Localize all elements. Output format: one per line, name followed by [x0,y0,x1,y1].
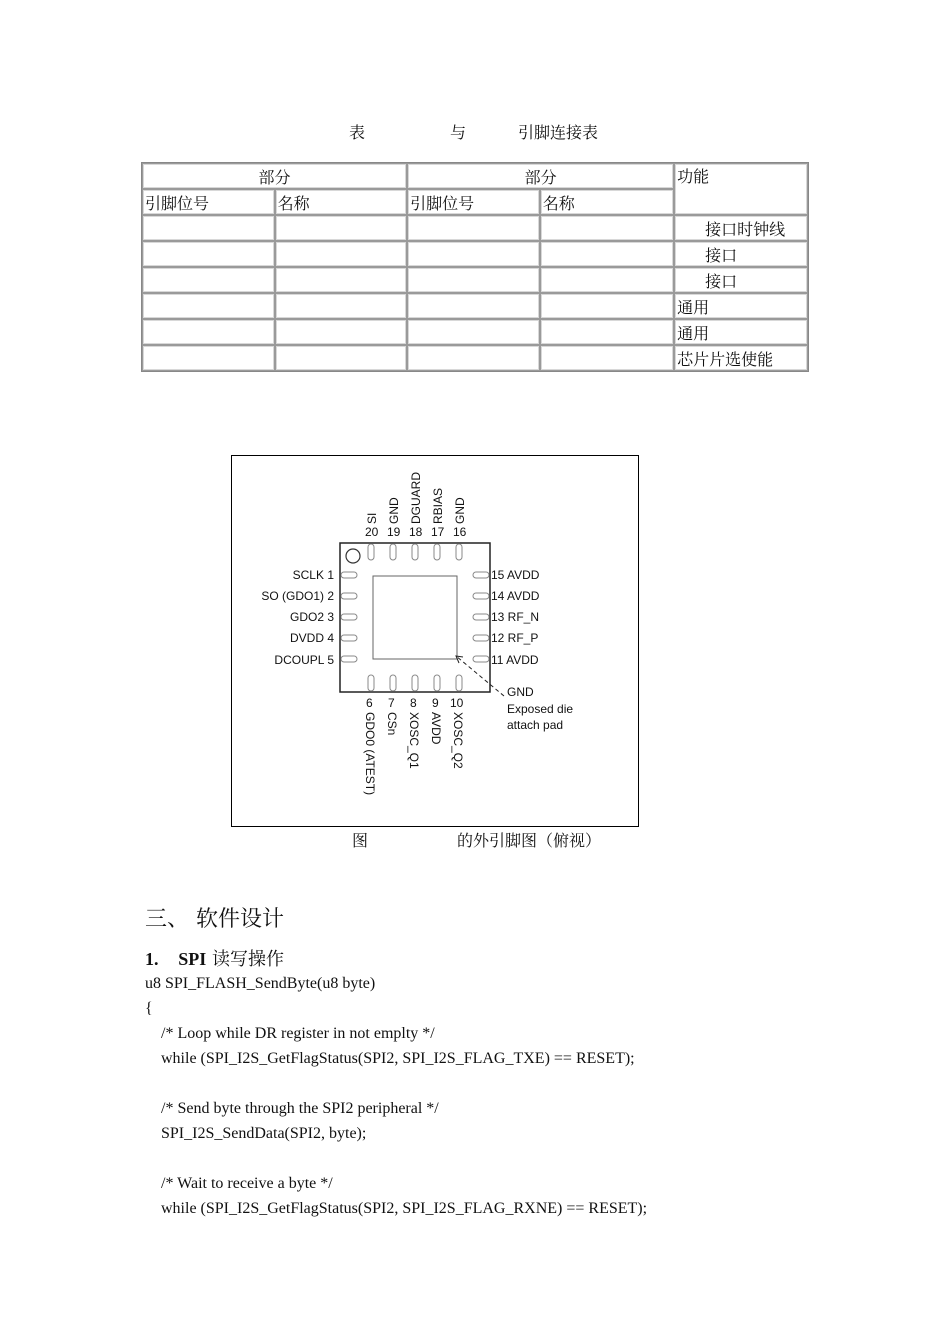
left-pin-label: GDO2 3 [289,610,334,624]
bottom-pin-name: CSn [385,712,399,736]
section-heading: 三、 软件设计 [145,907,284,932]
top-pin-name: GND [387,497,401,524]
code-line: /* Send byte through the SPI2 peripheral */ [145,1100,439,1117]
chip-pinout-figure [231,455,639,827]
right-pin-label: 12 RF_P [491,631,539,645]
subheading-rest: 读写操作 [206,949,284,970]
top-pin-num: 18 [409,525,423,539]
top-pin-num: 20 [365,525,379,539]
function-cell: 接口 [674,241,808,267]
bottom-pin-num: 7 [388,696,395,710]
table-row [142,215,808,241]
top-pin-num: 16 [453,525,467,539]
top-pin-name: RBIAS [431,487,445,524]
group-header-2: 部分 [407,163,674,189]
sub-header-pin-1: 引脚位号 [142,189,275,215]
bottom-pin-name: XOSC_Q1 [407,712,421,769]
code-line: { [145,1000,153,1017]
pad-label: attach pad [507,718,564,732]
sub-header-name-1: 名称 [275,189,407,215]
top-pin-num: 19 [387,525,401,539]
function-cell: 通用 [674,319,808,345]
table-caption-part1: 表 [349,123,366,142]
sub-header-pin-2: 引脚位号 [407,189,540,215]
subheading-bold: SPI [178,949,207,969]
bottom-pin-name: AVDD [429,712,443,745]
group-header-1: 部分 [142,163,407,189]
top-pin-name: DGUARD [409,471,423,524]
right-pin-label: 13 RF_N [491,610,540,624]
bottom-pin-num: 9 [432,696,439,710]
bottom-pin-num: 10 [450,696,464,710]
function-cell: 通用 [674,293,808,319]
table-row [142,293,808,319]
subheading-num: 1. [145,949,159,969]
code-line: SPI_I2S_SendData(SPI2, byte); [145,1125,367,1142]
code-line: while (SPI_I2S_GetFlagStatus(SPI2, SPI_I2S_FLAG_TXE) == RESET); [145,1050,635,1067]
function-cell: 接口时钟线 [674,215,808,241]
left-pin-label: DVDD 4 [289,631,334,645]
function-cell: 接口 [674,267,808,293]
figure-caption-part1: 图 [352,831,369,850]
right-pin-label: 15 AVDD [491,568,540,582]
exposed-pad [373,576,457,659]
function-header: 功能 [674,163,808,215]
left-pin-label: DCOUPL 5 [274,653,334,667]
pad-label: Exposed die [507,702,574,716]
table-header-row [142,163,808,189]
chip-pinout-diagram [232,456,638,826]
table-row [142,345,808,371]
subheading [145,945,284,971]
code-line: /* Loop while DR register in not emplty */ [145,1025,435,1042]
pin-connection-table [141,162,809,372]
top-pin-name: SI [365,512,379,524]
code-line: /* Wait to receive a byte */ [145,1175,333,1192]
top-pin-num: 17 [431,525,445,539]
function-cell: 芯片片选使能 [674,345,808,371]
left-pin-label: SO (GDO1) 2 [261,589,334,603]
table-caption-part3: 引脚连接表 [518,123,599,142]
right-pin-label: 11 AVDD [491,653,539,667]
table-caption-part2: 与 [450,123,467,142]
bottom-pin-num: 8 [410,696,417,710]
pin1-marker-icon [346,549,360,563]
bottom-pin-name: XOSC_Q2 [451,712,465,769]
code-line: while (SPI_I2S_GetFlagStatus(SPI2, SPI_I2S_FLAG_RXNE) == RESET); [145,1200,648,1217]
left-pin-label: SCLK 1 [292,568,334,582]
right-pin-label: 14 AVDD [491,589,540,603]
bottom-pin-num: 6 [366,696,373,710]
table-row [142,319,808,345]
pad-label: GND [507,685,534,699]
table-row [142,267,808,293]
code-line: u8 SPI_FLASH_SendByte(u8 byte) [145,975,376,992]
bottom-pin-name: GDO0 (ATEST) [363,712,377,796]
table-row [142,241,808,267]
sub-header-name-2: 名称 [540,189,674,215]
figure-caption-part2: 的外引脚图（俯视） [457,831,602,850]
top-pin-name: GND [453,497,467,524]
